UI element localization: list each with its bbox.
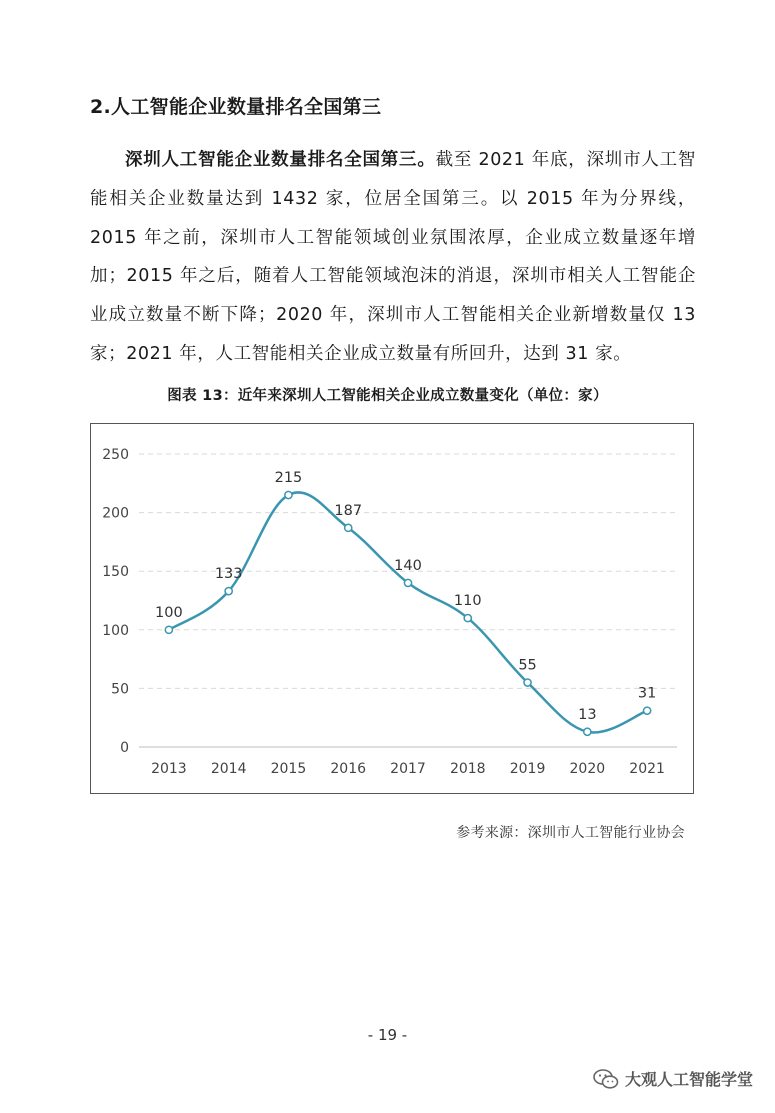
wechat-icon — [593, 1069, 619, 1089]
y-tick-label: 50 — [111, 681, 129, 698]
line-chart — [91, 424, 693, 793]
data-label: 187 — [334, 502, 363, 519]
body-paragraph — [90, 141, 696, 374]
data-label: 100 — [155, 604, 183, 621]
y-tick-label: 200 — [102, 505, 129, 522]
y-tick-labels — [102, 447, 129, 756]
data-point — [584, 728, 591, 735]
chart-frame — [90, 423, 694, 794]
y-tick-label: 100 — [102, 622, 129, 639]
data-label: 215 — [274, 470, 303, 487]
data-labels — [155, 470, 656, 723]
x-tick-label: 2020 — [569, 761, 606, 777]
data-label: 133 — [214, 566, 243, 583]
x-tick-label: 2014 — [210, 761, 247, 777]
paragraph-lead: 深圳人工智能企业数量排名全国第三。 — [125, 150, 436, 170]
source-note: 参考来源：深圳市人工智能行业协会 — [456, 825, 685, 841]
y-tick-label: 250 — [102, 447, 129, 463]
watermark — [593, 1067, 753, 1090]
x-tick-labels — [151, 761, 665, 777]
x-tick-label: 2015 — [270, 761, 307, 777]
x-tick-label: 2021 — [629, 761, 665, 777]
paragraph-text: 截至 2021 年底，深圳市人工智能相关企业数量达到 1432 家，位居全国第三。以 2015 年为分界线，2015 年之前，深圳市人工智能领域创业氛围浓厚，企业成立数量逐年增加；2015 年之后，随着人工智能领域泡沫的消退，深圳市相关人工智能企业成立数量不断下降；2020 年，深圳市人工智能相关企业新增数量仅 13 家；2021 年，人工智能相关企业成立数量有所回升，达到 31 家。 — [90, 150, 696, 364]
data-point — [644, 707, 651, 714]
y-tick-label: 0 — [120, 740, 129, 756]
chart-caption: 图表 13：近年来深圳人工智能相关企业成立数量变化（单位：家） — [167, 388, 608, 404]
y-tick-label: 150 — [102, 564, 129, 581]
data-point — [165, 626, 172, 633]
x-tick-label: 2016 — [330, 761, 367, 777]
section-heading: 2.人工智能企业数量排名全国第三 — [90, 96, 382, 118]
series-line — [169, 492, 647, 732]
data-point — [225, 588, 232, 595]
data-point — [524, 679, 531, 686]
watermark-text: 大观人工智能学堂 — [624, 1070, 753, 1089]
data-label: 110 — [453, 593, 482, 610]
page-number: - 19 - — [367, 1026, 408, 1044]
data-label: 31 — [637, 685, 657, 702]
x-tick-label: 2019 — [509, 761, 546, 777]
data-points — [165, 491, 650, 735]
data-point — [285, 491, 292, 498]
x-tick-label: 2018 — [449, 761, 486, 777]
data-label: 140 — [394, 557, 422, 574]
data-label: 13 — [578, 706, 597, 723]
data-point — [404, 579, 411, 586]
data-label: 55 — [518, 657, 537, 674]
data-point — [345, 524, 352, 531]
data-point — [464, 614, 471, 621]
x-tick-label: 2017 — [390, 761, 426, 777]
x-tick-label: 2013 — [151, 761, 187, 777]
